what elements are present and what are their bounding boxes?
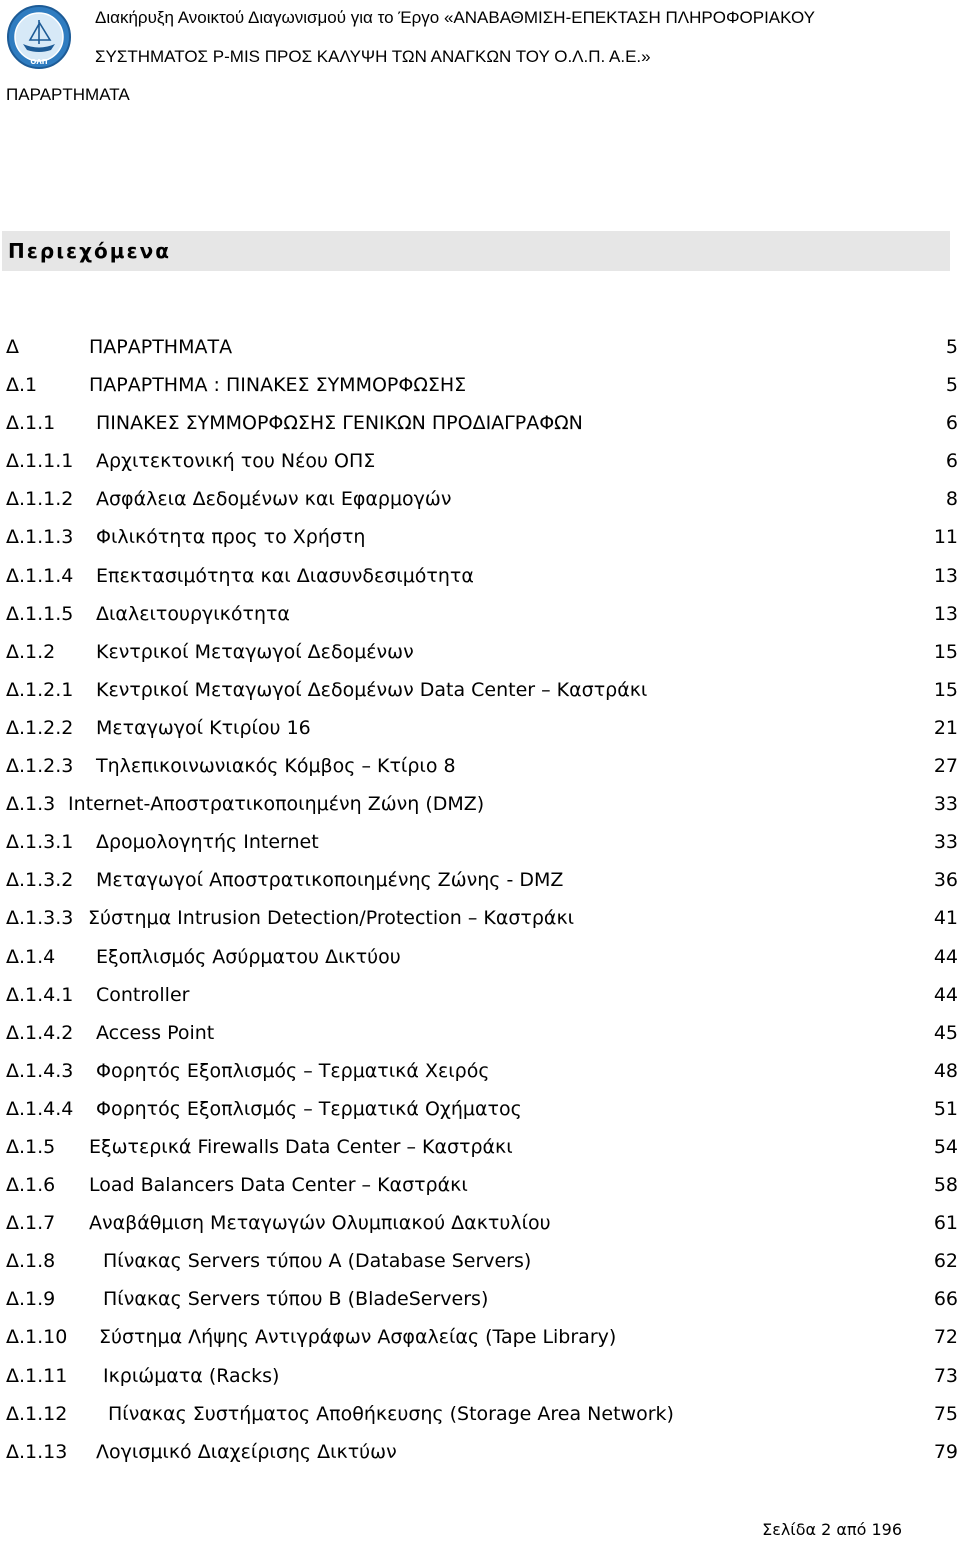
header-line-3: ΠΑΡΑΡΤΗΜΑΤΑ (6, 85, 130, 104)
toc-entry-number: Δ.1.10 (6, 1326, 68, 1349)
toc-entry[interactable] (6, 1280, 958, 1318)
toc-entry-title: Ασφάλεια Δεδομένων και Εφαρμογών (96, 488, 452, 511)
toc-entry-title: Σύστημα Intrusion Detection/Protection – Καστράκι (88, 907, 575, 930)
toc-entry-number: Δ.1.4.3 (6, 1059, 74, 1082)
toc-entry-number: Δ.1.3 (6, 793, 56, 816)
toc-entry-number: Δ.1.11 (6, 1364, 68, 1387)
toc-entry[interactable] (6, 747, 958, 785)
toc-entry[interactable] (6, 1052, 958, 1090)
toc-entry-number: Δ.1.4.2 (6, 1021, 74, 1044)
toc-entry-title: Κεντρικοί Μεταγωγοί Δεδομένων Data Center – Καστράκι (96, 678, 648, 701)
toc-entry-number: Δ.1.1.2 (6, 488, 74, 511)
toc-entry[interactable] (6, 633, 958, 671)
toc-entry-title: Επεκτασιμότητα και Διασυνδεσιμότητα (96, 564, 474, 587)
toc-entry-page: 5 (945, 336, 958, 358)
toc-entry-page: 58 (933, 1174, 958, 1197)
toc-entry-page: 5 (945, 374, 958, 397)
toc-entry[interactable] (6, 1395, 958, 1433)
toc-entry-number: Δ.1.4.4 (6, 1097, 74, 1120)
toc-entry-page: 15 (933, 678, 958, 701)
olp-logo-icon (6, 4, 72, 70)
toc-entry-title: Internet-Αποστρατικοποιημένη Ζώνη (DMZ) (68, 793, 485, 816)
toc-entry-title: Αρχιτεκτονική του Νέου ΟΠΣ (96, 450, 376, 473)
toc-entry[interactable] (6, 404, 958, 442)
toc-entry-page: 54 (933, 1135, 958, 1158)
logo-text: ΟΛΠ (30, 58, 48, 66)
toc-entry[interactable] (6, 976, 958, 1014)
toc-entry-page: 75 (933, 1402, 958, 1425)
toc-entry[interactable] (6, 366, 958, 404)
toc-entry[interactable] (6, 1318, 958, 1356)
toc-entry-page: 6 (945, 450, 958, 473)
toc-entry-page: 27 (933, 755, 958, 778)
toc-entry-page: 33 (933, 793, 958, 816)
toc-entry-number: Δ.1.4.1 (6, 983, 74, 1006)
toc-entry-title: Διαλειτουργικότητα (96, 602, 290, 625)
toc-entry[interactable] (6, 328, 958, 366)
toc-entry-page: 44 (933, 945, 958, 968)
toc-entry[interactable] (6, 518, 958, 556)
toc-entry[interactable] (6, 1128, 958, 1166)
toc-title-bar (2, 231, 950, 271)
toc-entry-number: Δ.1.5 (6, 1135, 56, 1158)
toc-entry-title: Φορητός Εξοπλισμός – Τερματικά Χειρός (96, 1059, 490, 1082)
toc-entry-page: 13 (933, 564, 958, 587)
toc-entry-number: Δ (6, 336, 19, 358)
toc-entry[interactable] (6, 1433, 958, 1471)
toc-entry-number: Δ.1.1.3 (6, 526, 74, 549)
toc-entry-title: Φιλικότητα προς το Χρήστη (96, 526, 366, 549)
toc-entry-page: 66 (933, 1288, 958, 1311)
toc-entry[interactable] (6, 899, 958, 937)
toc-entry-number: Δ.1.6 (6, 1174, 56, 1197)
toc-entry-title: ΠΑΡΑΡΤΗΜΑ : ΠΙΝΑΚΕΣ ΣΥΜΜΟΡΦΩΣΗΣ (89, 374, 467, 397)
toc-entry-title: Ικριώματα (Racks) (103, 1364, 280, 1387)
toc-entry-page: 73 (933, 1364, 958, 1387)
toc-entry[interactable] (6, 1166, 958, 1204)
toc-entry-title: Κεντρικοί Μεταγωγοί Δεδομένων (96, 640, 414, 663)
toc-entry-title: Access Point (96, 1021, 215, 1044)
toc-title: Περιεχόμενα (8, 239, 171, 263)
toc-entry-title: Πίνακας Servers τύπου A (Database Servers) (103, 1250, 532, 1273)
toc-entry-page: 41 (933, 907, 958, 930)
toc-entry[interactable] (6, 671, 958, 709)
toc-entry-title: Πίνακας Servers τύπου B (BladeServers) (103, 1288, 489, 1311)
toc-entry-title: Μεταγωγοί Αποστρατικοποιημένης Ζώνης - DMZ (96, 869, 564, 892)
toc-entry-number: Δ.1.2.2 (6, 716, 74, 739)
toc-entry-page: 44 (933, 983, 958, 1006)
toc-entry-title: Εξωτερικά Firewalls Data Center – Καστράκι (89, 1135, 513, 1158)
toc-entry-page: 48 (933, 1059, 958, 1082)
toc-entry-title: Λογισμικό Διαχείρισης Δικτύων (96, 1440, 397, 1463)
toc-entry-number: Δ.1.3.2 (6, 869, 74, 892)
toc-entry-page: 13 (933, 602, 958, 625)
toc-entry[interactable] (6, 557, 958, 595)
toc-entry-title: Σύστημα Λήψης Αντιγράφων Ασφαλείας (Tape Library) (99, 1326, 617, 1349)
toc-entry-title: Load Balancers Data Center – Καστράκι (89, 1174, 468, 1197)
toc-entry-page: 61 (933, 1212, 958, 1235)
toc-entry-number: Δ.1.3.3 (6, 907, 74, 930)
toc-entry-page: 79 (933, 1440, 958, 1463)
toc-entry-title: Πίνακας Συστήματος Αποθήκευσης (Storage Area Network) (108, 1402, 674, 1425)
toc-entry[interactable] (6, 861, 958, 899)
toc-entry[interactable] (6, 442, 958, 480)
toc-entry-title: Δρομολογητής Internet (96, 831, 319, 854)
toc-entry-number: Δ.1.13 (6, 1440, 68, 1463)
toc-entry-title: Φορητός Εξοπλισμός – Τερματικά Οχήματος (96, 1097, 522, 1120)
toc-entry-number: Δ.1.8 (6, 1250, 56, 1273)
toc-entry-number: Δ.1.12 (6, 1402, 68, 1425)
toc-entry[interactable] (6, 785, 958, 823)
toc-entry-title: Τηλεπικοινωνιακός Κόμβος – Κτίριο 8 (96, 755, 456, 778)
toc-entry-number: Δ.1.1.5 (6, 602, 74, 625)
header-line-2: ΣΥΣΤΗΜΑΤΟΣ P-MIS ΠΡΟΣ ΚΑΛΥΨΗ ΤΩΝ ΑΝΑΓΚΩΝ ΤΟΥ Ο.Λ.Π. Α.Ε.» (95, 47, 651, 66)
toc-entry-page: 15 (933, 640, 958, 663)
toc-entry[interactable] (6, 823, 958, 861)
toc-entry-number: Δ.1.9 (6, 1288, 56, 1311)
toc-entry[interactable] (6, 1242, 958, 1280)
toc-entry-page: 36 (933, 869, 958, 892)
toc-entry[interactable] (6, 480, 958, 518)
toc-entry-page: 51 (933, 1097, 958, 1120)
toc-entry-number: Δ.1.1.4 (6, 564, 74, 587)
toc-entry-number: Δ.1.4 (6, 945, 56, 968)
toc-entry-title: ΠΑΡΑΡΤΗΜΑΤΑ (89, 336, 233, 358)
toc-entry-title: Controller (96, 983, 190, 1006)
toc-entry[interactable] (6, 1090, 958, 1128)
toc-entry-number: Δ.1 (6, 374, 38, 397)
header-line-1: Διακήρυξη Ανοικτού Διαγωνισμού για το Έργο «ΑΝΑΒΑΘΜΙΣΗ-ΕΠΕΚΤΑΣΗ ΠΛΗΡΟΦΟΡΙΑΚΟΥ (95, 8, 815, 27)
toc-entry[interactable] (6, 1014, 958, 1052)
toc-entry-page: 72 (933, 1326, 958, 1349)
toc-entry-page: 8 (945, 488, 958, 511)
toc-entry-number: Δ.1.2 (6, 640, 56, 663)
toc-entry-number: Δ.1.1.1 (6, 450, 74, 473)
toc-entry[interactable] (6, 1204, 958, 1242)
toc-entry-number: Δ.1.7 (6, 1212, 56, 1235)
toc-list (6, 328, 958, 1471)
toc-entry-title: ΠΙΝΑΚΕΣ ΣΥΜΜΟΡΦΩΣΗΣ ΓΕΝΙΚΩΝ ΠΡΟΔΙΑΓΡΑΦΩΝ (96, 412, 583, 435)
toc-entry-page: 33 (933, 831, 958, 854)
toc-entry-number: Δ.1.3.1 (6, 831, 74, 854)
toc-entry[interactable] (6, 709, 958, 747)
toc-entry-number: Δ.1.1 (6, 412, 56, 435)
toc-entry-page: 45 (933, 1021, 958, 1044)
toc-entry-page: 21 (933, 716, 958, 739)
toc-entry[interactable] (6, 1357, 958, 1395)
toc-entry[interactable] (6, 938, 958, 976)
toc-entry-title: Μεταγωγοί Κτιρίου 16 (96, 716, 311, 739)
toc-entry-page: 11 (933, 526, 958, 549)
page-number: Σελίδα 2 από 196 (762, 1520, 902, 1539)
toc-entry-number: Δ.1.2.3 (6, 755, 74, 778)
toc-entry-title: Εξοπλισμός Ασύρματου Δικτύου (96, 945, 401, 968)
toc-entry[interactable] (6, 595, 958, 633)
toc-entry-title: Αναβάθμιση Μεταγωγών Ολυμπιακού Δακτυλίου (89, 1212, 551, 1235)
toc-entry-number: Δ.1.2.1 (6, 678, 74, 701)
toc-entry-page: 6 (945, 412, 958, 435)
toc-entry-page: 62 (933, 1250, 958, 1273)
